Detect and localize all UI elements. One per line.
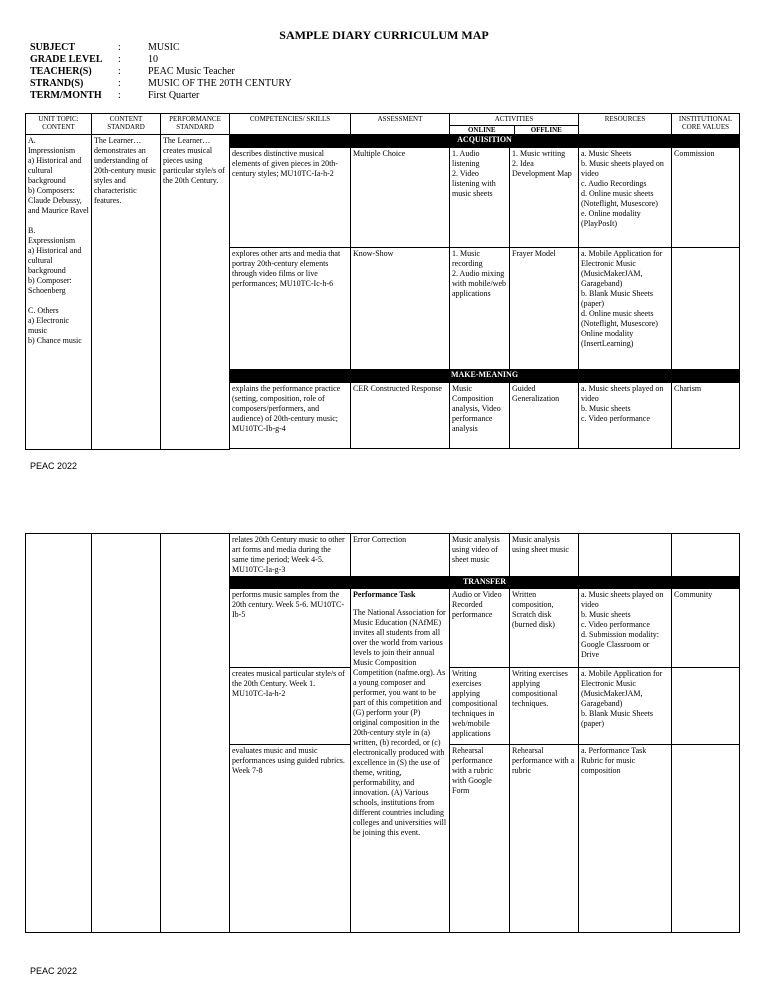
- values-cell: [672, 534, 740, 577]
- header-field-colon: :: [118, 90, 121, 101]
- cell-line: a. Mobile Application for Electronic Music (MusicMakerJAM, Garageband): [581, 249, 663, 288]
- header-field-value: MUSIC: [148, 42, 180, 53]
- cell-line: Music analysis using video of sheet music: [452, 535, 500, 564]
- col-competencies: COMPETENCIES/ SKILLS: [230, 114, 351, 135]
- col-content-standard: CONTENT STANDARD: [92, 114, 161, 135]
- resources-cell: [579, 668, 672, 745]
- unit-topic-line: a) Historical and cultural background: [28, 246, 82, 275]
- content-standard-cell-empty: [92, 534, 161, 933]
- cell-line: a. Performance Task Rubric for music composition: [581, 746, 647, 775]
- competency-cell: relates 20th Century music to other art forms and media during the same time period; Week 4-5. MU10TC-Ia-g-3: [230, 534, 351, 577]
- unit-topic-line: B.: [28, 226, 36, 235]
- values-cell: [672, 248, 740, 370]
- cell-line: d. Online music sheets (Noteflight, Musescore): [581, 309, 658, 328]
- header-field-value: PEAC Music Teacher: [148, 66, 235, 77]
- competency-cell: explains the performance practice (setting, composition, role of composers/performers, and audience) of 20th-century music; MU10TC-Ib-g-4: [230, 383, 351, 449]
- cell-line: Music analysis using sheet music: [512, 535, 569, 554]
- values-cell: Community: [672, 589, 740, 668]
- resources-cell: [579, 148, 672, 248]
- values-cell: Charism: [672, 383, 740, 449]
- curriculum-table-2: [25, 533, 740, 933]
- cell-line: 2. Audio mixing with mobile/web applications: [452, 269, 506, 298]
- header-field-key: SUBJECT: [30, 42, 76, 53]
- values-cell: [672, 668, 740, 745]
- cell-line: Written composition, Scratch disk (burned disk): [512, 590, 555, 629]
- values-cell: Commission: [672, 148, 740, 248]
- values-cell: [672, 745, 740, 933]
- header-field-value: First Quarter: [148, 90, 200, 101]
- footer-page-2: PEAC 2022: [30, 966, 78, 976]
- header-field-colon: :: [118, 66, 121, 77]
- cell-line: b. Music sheets played on video: [581, 159, 664, 178]
- band-transfer: TRANSFER: [230, 577, 740, 589]
- performance-task-body: The National Association for Music Education (NAfME) invites all students from all over the world from various levels to join their annual Music Composition Competition (nafme.org). As a young composer and performer, you want to be part of this competition and (G) perform your (P) original composition in the 20th-century style in (a) written, (b) recorded, or (c) electronically produced with excellence in (S) the use of theme, writing, performability, and innovation. (A) Various schools, institutions from different countries including colleges and universities will be joining this event.: [353, 608, 447, 837]
- assessment-cell: Multiple Choice: [351, 148, 450, 248]
- offline-cell: [510, 668, 579, 745]
- performance-standard-cell: The Learner… creates musical pieces using particular style/s of the 20th Century.: [161, 135, 230, 450]
- col-values: INSTITUTIONAL CORE VALUES: [672, 114, 740, 135]
- band-acquisition: ACQUISITION: [230, 135, 740, 148]
- cell-line: a. Music Sheets: [581, 149, 632, 158]
- resources-cell: [579, 248, 672, 370]
- header-field-row: [30, 66, 292, 78]
- offline-label: OFFLINE: [530, 126, 562, 134]
- header-field-colon: :: [118, 42, 121, 53]
- cell-line: Online modality (InsertLearning): [581, 329, 634, 348]
- cell-line: b. Music sheets: [581, 404, 631, 413]
- performance-task-title: Performance Task: [353, 590, 416, 599]
- cell-line: 2. Video listening with music sheets: [452, 169, 496, 198]
- offline-cell: [510, 534, 579, 577]
- resources-cell: [579, 534, 672, 577]
- resources-cell: [579, 383, 672, 449]
- cell-line: d. Online music sheets (Noteflight, Musescore): [581, 189, 658, 208]
- col-performance-standard: PERFORMANCE STANDARD: [161, 114, 230, 135]
- cell-line: Music Composition analysis, Video performance analysis: [452, 384, 501, 433]
- header-field-key: STRAND(S): [30, 78, 84, 89]
- cell-line: a. Mobile Application for Electronic Music (MusicMakerJAM, Garageband): [581, 669, 663, 708]
- offline-cell: [510, 383, 579, 449]
- cell-line: b. Blank Music Sheets (paper): [581, 709, 653, 728]
- cell-line: 1. Music writing: [512, 149, 566, 158]
- col-unit: UNIT TOPIC: CONTENT: [26, 114, 92, 135]
- online-cell: [450, 745, 510, 933]
- online-label: ONLINE: [450, 126, 515, 134]
- unit-topic-line: b) Composers: Claude Debussy, and Maurice Ravel: [28, 186, 89, 215]
- cell-line: 1. Music recording: [452, 249, 483, 268]
- col-assessment: ASSESSMENT: [351, 114, 450, 135]
- online-cell: [450, 248, 510, 370]
- unit-topic-line: a) Historical and cultural background: [28, 156, 82, 185]
- col-resources: RESOURCES: [579, 114, 672, 135]
- assessment-cell: Know-Show: [351, 248, 450, 370]
- unit-topic-line: C. Others: [28, 306, 59, 315]
- header-field-row: [30, 78, 292, 90]
- cell-line: 2. Idea Development Map: [512, 159, 572, 178]
- header-field-row: [30, 42, 292, 54]
- header-fields: [30, 42, 292, 102]
- unit-topic-line: Impressionism: [28, 146, 76, 155]
- competency-cell: describes distinctive musical elements of given pieces in 20th-century styles; MU10TC-Ia-h-2: [230, 148, 351, 248]
- unit-topic-line: b) Composer: Schoenberg: [28, 276, 72, 295]
- cell-line: e. Online modality (PlayPosIt): [581, 209, 641, 228]
- footer-page-1: PEAC 2022: [30, 461, 78, 471]
- cell-line: 1. Audio listening: [452, 149, 480, 168]
- unit-topic-cell-empty: [26, 534, 92, 933]
- cell-line: Rehearsal performance with a rubric with Google Form: [452, 746, 493, 795]
- offline-cell: [510, 148, 579, 248]
- header-field-colon: :: [118, 78, 121, 89]
- online-cell: [450, 383, 510, 449]
- header-field-key: TEACHER(S): [30, 66, 92, 77]
- cell-line: Writing exercises applying compositional techniques in web/mobile applications: [452, 669, 498, 738]
- header-field-colon: :: [118, 54, 121, 65]
- header-field-value: 10: [148, 54, 158, 65]
- header-field-row: [30, 54, 292, 66]
- cell-line: Audio or Video Recorded performance: [452, 590, 502, 619]
- resources-cell: [579, 589, 672, 668]
- assessment-cell: Error Correction: [351, 534, 450, 577]
- activities-label: ACTIVITIES: [494, 115, 534, 123]
- header-field-value: MUSIC OF THE 20TH CENTURY: [148, 78, 292, 89]
- unit-topic-cell: [26, 135, 92, 450]
- cell-line: Rehearsal performance with a rubric: [512, 746, 575, 775]
- unit-topic-line: [28, 296, 89, 306]
- cell-line: c. Video performance: [581, 414, 650, 423]
- table-row: [26, 534, 740, 577]
- curriculum-table-1: [25, 113, 740, 450]
- performance-standard-cell-empty: [161, 534, 230, 933]
- unit-topic-line: [28, 216, 89, 226]
- cell-line: Frayer Model: [512, 249, 556, 258]
- page-title: SAMPLE DIARY CURRICULUM MAP: [279, 28, 489, 42]
- online-cell: [450, 668, 510, 745]
- cell-line: d. Submission modality: Google Classroom or Drive: [581, 630, 660, 659]
- unit-topic-line: b) Chance music: [28, 336, 82, 345]
- unit-topic-line: a) Electronic music: [28, 316, 70, 335]
- band-make-meaning: MAKE-MEANING: [230, 370, 740, 383]
- performance-task-cell: [351, 589, 450, 933]
- online-cell: [450, 148, 510, 248]
- offline-cell: [510, 745, 579, 933]
- online-cell: [450, 534, 510, 577]
- cell-line: b. Music sheets: [581, 610, 631, 619]
- offline-cell: [510, 589, 579, 668]
- header-field-key: GRADE LEVEL: [30, 54, 103, 65]
- cell-line: a. Music sheets played on video: [581, 384, 664, 403]
- cell-line: Guided Generalization: [512, 384, 560, 403]
- col-activities: [450, 114, 579, 135]
- unit-topic-line: A.: [28, 136, 36, 145]
- unit-topic-line: Expressionism: [28, 236, 76, 245]
- header-field-row: [30, 90, 292, 102]
- cell-line: c. Audio Recordings: [581, 179, 647, 188]
- content-standard-cell: The Learner… demonstrates an understanding of 20th-century music styles and characteristic features.: [92, 135, 161, 450]
- competency-cell: performs music samples from the 20th century. Week 5-6. MU10TC-Ib-5: [230, 589, 351, 668]
- cell-line: a. Music sheets played on video: [581, 590, 664, 609]
- cell-line: b. Blank Music Sheets (paper): [581, 289, 653, 308]
- competency-cell: creates musical particular style/s of the 20th Century. Week 1. MU10TC-Ia-h-2: [230, 668, 351, 745]
- resources-cell: [579, 745, 672, 933]
- cell-line: Writing exercises applying compositional techniques.: [512, 669, 568, 708]
- cell-line: c. Video performance: [581, 620, 650, 629]
- header-field-key: TERM/MONTH: [30, 90, 102, 101]
- competency-cell: explores other arts and media that portray 20th-century elements through video films or live performances; MU10TC-Ic-h-6: [230, 248, 351, 370]
- assessment-cell: CER Constructed Response: [351, 383, 450, 449]
- offline-cell: [510, 248, 579, 370]
- online-cell: [450, 589, 510, 668]
- competency-cell: evaluates music and music performances using guided rubrics. Week 7-8: [230, 745, 351, 933]
